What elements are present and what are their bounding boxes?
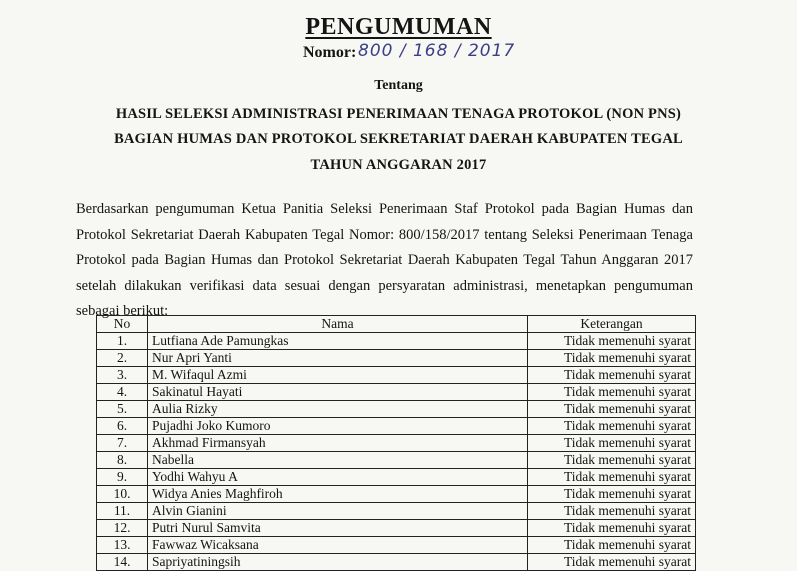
document-title: PENGUMUMAN xyxy=(305,14,492,40)
nomor-handwritten-value: 800 / 168 / 2017 xyxy=(358,41,516,61)
status-note: Tidak memenuhi syarat xyxy=(528,469,696,486)
status-note: Tidak memenuhi syarat xyxy=(528,520,696,537)
participant-name: Yodhi Wahyu A xyxy=(148,469,528,486)
participant-name: Pujadhi Joko Kumoro xyxy=(148,418,528,435)
table-row xyxy=(97,554,696,571)
row-number: 13. xyxy=(97,537,148,554)
status-note: Tidak memenuhi syarat xyxy=(528,486,696,503)
intro-paragraph: Berdasarkan pengumuman Ketua Panitia Seleksi Penerimaan Staf Protokol pada Bagian Humas dan Protokol Sekretariat Daerah Kabupaten Tegal Nomor: 800/158/2017 tentang Seleksi Penerimaan Tenaga Protokol pada Bagian Humas dan Protokol Sekretariat Daerah Kabupaten Tegal Tahun Anggaran 2017 setelah dilakukan verifikasi data sesuai dengan persyaratan administrasi, menetapkan pengumuman sebagai berikut: xyxy=(76,201,693,319)
participant-name: Lutfiana Ade Pamungkas xyxy=(148,333,528,350)
participant-name: Aulia Rizky xyxy=(148,401,528,418)
row-number: 7. xyxy=(97,435,148,452)
table-row xyxy=(97,435,696,452)
status-note: Tidak memenuhi syarat xyxy=(528,554,696,571)
row-number: 9. xyxy=(97,469,148,486)
row-number: 14. xyxy=(97,554,148,571)
subject-heading-line-2: BAGIAN HUMAS DAN PROTOKOL SEKRETARIAT DAERAH KABUPATEN TEGAL xyxy=(114,131,683,147)
tentang-label: Tentang xyxy=(374,78,423,93)
table-row xyxy=(97,333,696,350)
table-row xyxy=(97,367,696,384)
participant-name: Nabella xyxy=(148,452,528,469)
status-note: Tidak memenuhi syarat xyxy=(528,537,696,554)
column-header-no: No xyxy=(97,316,148,333)
column-header-nama: Nama xyxy=(148,316,528,333)
table-row xyxy=(97,486,696,503)
row-number: 12. xyxy=(97,520,148,537)
participant-name: Putri Nurul Samvita xyxy=(148,520,528,537)
participant-name: Fawwaz Wicaksana xyxy=(148,537,528,554)
participant-name: Alvin Gianini xyxy=(148,503,528,520)
table-row xyxy=(97,469,696,486)
participant-name: Sapriyatiningsih xyxy=(148,554,528,571)
table-header-row xyxy=(97,316,696,333)
status-note: Tidak memenuhi syarat xyxy=(528,435,696,452)
status-note: Tidak memenuhi syarat xyxy=(528,503,696,520)
status-note: Tidak memenuhi syarat xyxy=(528,401,696,418)
table-row xyxy=(97,401,696,418)
table-row xyxy=(97,520,696,537)
participant-name: Akhmad Firmansyah xyxy=(148,435,528,452)
participant-name: Nur Apri Yanti xyxy=(148,350,528,367)
table-row xyxy=(97,537,696,554)
status-note: Tidak memenuhi syarat xyxy=(528,418,696,435)
status-note: Tidak memenuhi syarat xyxy=(528,452,696,469)
subject-heading-line-1: HASIL SELEKSI ADMINISTRASI PENERIMAAN TENAGA PROTOKOL (NON PNS) xyxy=(115,106,682,122)
row-number: 3. xyxy=(97,367,148,384)
row-number: 8. xyxy=(97,452,148,469)
nomor-label: Nomor: xyxy=(303,44,357,61)
row-number: 4. xyxy=(97,384,148,401)
participant-name: Widya Anies Maghfiroh xyxy=(148,486,528,503)
table-row xyxy=(97,384,696,401)
participant-name: Sakinatul Hayati xyxy=(148,384,528,401)
participant-name: M. Wifaqul Azmi xyxy=(148,367,528,384)
results-table xyxy=(96,315,696,571)
row-number: 5. xyxy=(97,401,148,418)
status-note: Tidak memenuhi syarat xyxy=(528,333,696,350)
status-note: Tidak memenuhi syarat xyxy=(528,367,696,384)
row-number: 6. xyxy=(97,418,148,435)
row-number: 2. xyxy=(97,350,148,367)
subject-heading-line-3: TAHUN ANGGARAN 2017 xyxy=(310,157,487,173)
table-row xyxy=(97,503,696,520)
table-row xyxy=(97,452,696,469)
row-number: 11. xyxy=(97,503,148,520)
column-header-keterangan: Keterangan xyxy=(528,316,696,333)
status-note: Tidak memenuhi syarat xyxy=(528,384,696,401)
row-number: 1. xyxy=(97,333,148,350)
row-number: 10. xyxy=(97,486,148,503)
table-row xyxy=(97,418,696,435)
status-note: Tidak memenuhi syarat xyxy=(528,350,696,367)
table-row xyxy=(97,350,696,367)
